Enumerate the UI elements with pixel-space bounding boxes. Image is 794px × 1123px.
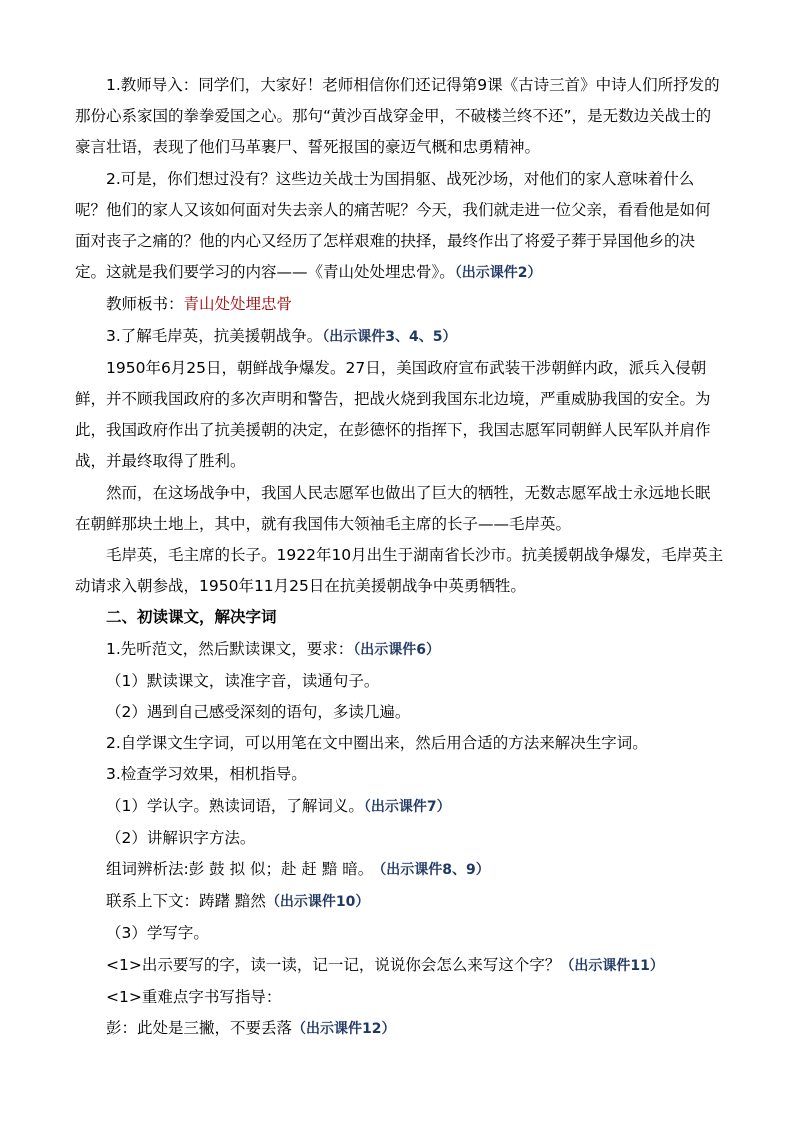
courseware-ref: （出示课件3、4、5） <box>322 328 457 345</box>
paragraph-context: 联系上下文：踌躇 黯然（出示课件10） <box>106 892 370 911</box>
board-title: 青山处处埋忠骨 <box>183 295 293 314</box>
paragraph-peng: 彭：此处是三撇，不要丢落（出示课件12） <box>106 1019 396 1038</box>
courseware-ref: （出示课件6） <box>353 641 441 658</box>
courseware-ref: （出示课件10） <box>265 894 370 911</box>
paragraph-intro: 1.教师导入：同学们，大家好！老师相信你们还记得第9课《古诗三首》中诗人们所抒发的那份心系家国的拳拳爱国之心。那句“黄沙百战穿金甲，不破楼兰终不还”，是无数边关战士的豪言壮语，表现了他们马革裹尸、誓死报国的豪迈气概和忠勇精神。 <box>75 76 720 157</box>
paragraph-question: 2.可是，你们想过没有？这些边关战士为国捐躯、战死沙场，对他们的家人意味着什么呢？他们的家人又该如何面对失去亲人的痛苦呢？今天，我们就走进一位父亲，看看他是如何面对丧子之痛的？他的内心又经历了怎样艰难的抉择，最终作出了将爱子葬于异国他乡的决定。这就是我们要学习的内容——《青山处处埋忠骨》。（出示课件2） <box>75 169 711 282</box>
paragraph-understand: 3.了解毛岸英，抗美援朝战争。（出示课件3、4、5） <box>106 326 457 345</box>
courseware-ref: （出示课件2） <box>454 265 542 282</box>
paragraph-item-1: （1）默读课文，读准字音，读通句子。 <box>106 671 380 690</box>
courseware-ref: （出示课件8、9） <box>379 862 490 879</box>
paragraph-history: 1950年6月25日，朝鲜战争爆发。27日，美国政府宣布武装干涉朝鲜内政，派兵入侵朝鲜，并不顾我国政府的多次声明和警告，把战火烧到我国东北边境，严重威胁我国的安全。为此，我国政府作出了抗美援朝的决定，在彭德怀的指挥下，我国志愿军同朝鲜人民军队并肩作战，并最终取得了胜利。 <box>75 358 711 471</box>
paragraph-word-compare: 组词辨析法:彭 鼓 拟 似；赴 赶 黯 暗。 （出示课件8、9） <box>106 860 490 879</box>
paragraph-listen: 1.先听范文，然后默读课文，要求：（出示课件6） <box>106 639 441 658</box>
paragraph-check: 3.检查学习效果，相机指导。 <box>106 765 307 784</box>
paragraph-sacrifice: 然而，在这场战争中，我国人民志愿军也做出了巨大的牺牲，无数志愿军战士永远地长眠在朝鲜那块土地上，其中，就有我国伟大领袖毛主席的长子——毛岸英。 <box>75 483 711 533</box>
paragraph-board-writing: 教师板书：青山处处埋忠骨 <box>106 295 293 314</box>
paragraph-methods: （2）讲解识字方法。 <box>106 828 256 847</box>
paragraph-show-chars: <1>出示要写的字，读一读，记一记，说说你会怎么来写这个字？（出示课件11） <box>106 955 664 974</box>
section-heading: 二、初读课文，解决字词 <box>106 608 277 627</box>
courseware-ref: （出示课件12） <box>292 1021 396 1038</box>
paragraph-maoanying: 毛岸英，毛主席的长子。1922年10月出生于湖南省长沙市。抗美援朝战争爆发，毛岸英主动请求入朝参战，1950年11月25日在抗美援朝战争中英勇牺牲。 <box>75 546 724 596</box>
paragraph-self-study: 2.自学课文生字词，可以用笔在文中圈出来，然后用合适的方法来解决生字词。 <box>106 734 648 753</box>
paragraph-item-2: （2）遇到自己感受深刻的语句，多读几遍。 <box>106 703 411 722</box>
courseware-ref: （出示课件11） <box>560 957 664 974</box>
paragraph-learn-chars: （1）学认字。熟读词语，了解词义。（出示课件7） <box>106 796 451 815</box>
courseware-ref: （出示课件7） <box>363 798 451 815</box>
paragraph-writing-guide: <1>重难点字书写指导： <box>106 987 282 1006</box>
paragraph-write-chars: （3）学写字。 <box>106 924 209 943</box>
